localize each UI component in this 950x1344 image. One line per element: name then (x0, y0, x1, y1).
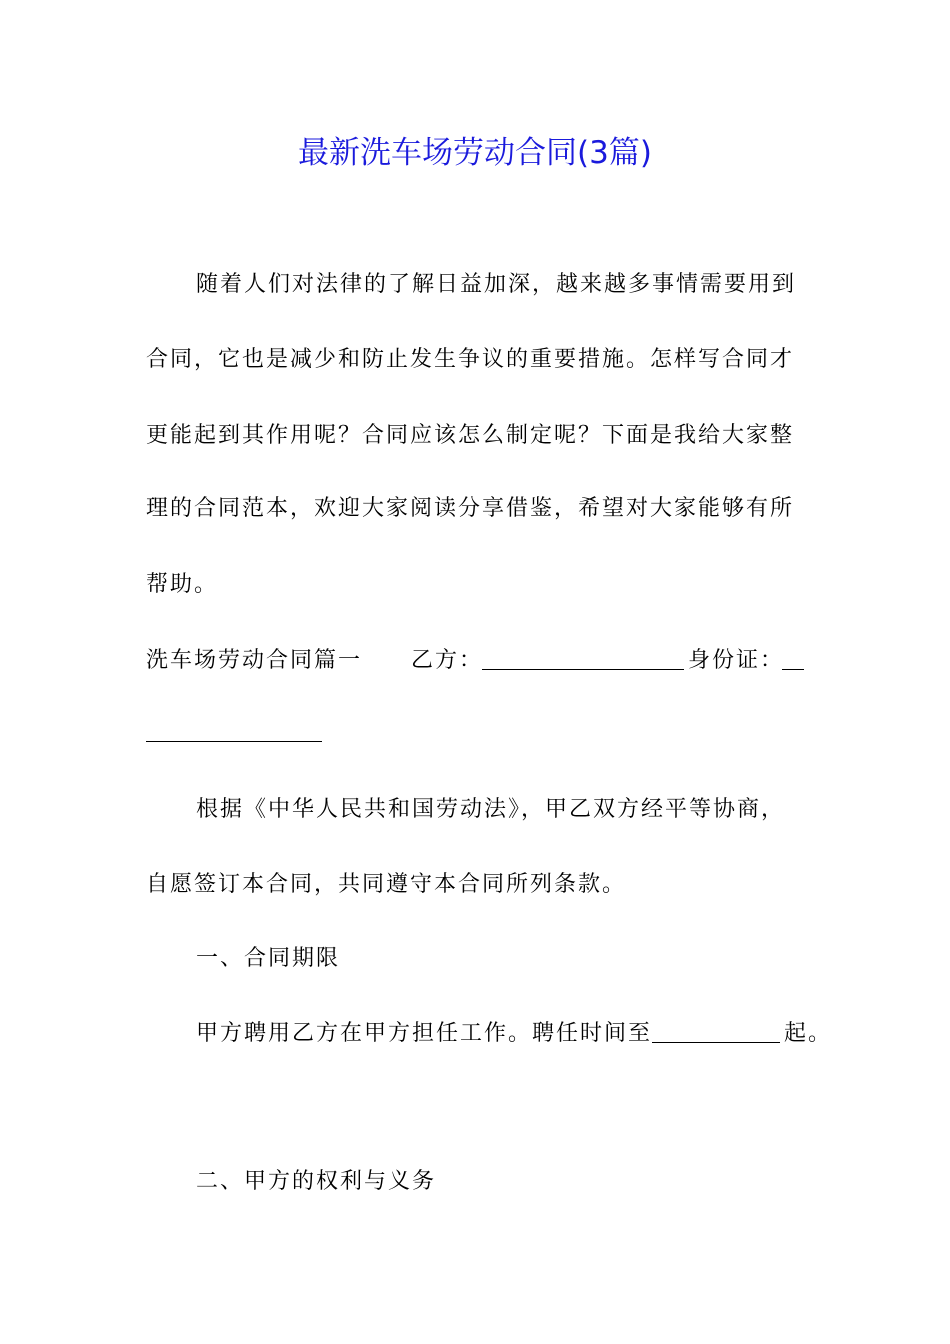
id-blank-continued[interactable] (146, 741, 322, 742)
term-text-before: 甲方聘用乙方在甲方担任工作。聘任时间至 (196, 1021, 653, 1046)
para1-line-2: 自愿签订本合同，共同遵守本合同所列条款。 (146, 872, 627, 897)
intro-line-5: 帮助。 (146, 572, 219, 597)
party-b-label: 乙方： (411, 648, 484, 673)
heading-party-a-rights: 二、甲方的权利与义务 (196, 1169, 437, 1194)
intro-line-2: 合同，它也是减少和防止发生争议的重要措施。怎样写合同才 (146, 347, 795, 372)
party-b-field (411, 646, 483, 676)
term-date-blank[interactable] (652, 1042, 780, 1043)
intro-line-4: 理的合同范本，欢迎大家阅读分享借鉴，希望对大家能够有所 (146, 496, 795, 521)
intro-line-1: 随着人们对法律的了解日益加深，越来越多事情需要用到 (196, 272, 797, 297)
id-field (688, 646, 784, 676)
id-blank-start[interactable] (782, 669, 804, 670)
id-label: 身份证： (688, 648, 785, 673)
term-text-after: 起。 (784, 1021, 833, 1046)
para1-line-1: 根据《中华人民共和国劳动法》，甲乙双方经平等协商， (196, 797, 786, 822)
document-title: 最新洗车场劳动合同(3篇) (298, 135, 652, 171)
section-title-line (146, 646, 362, 676)
intro-line-3: 更能起到其作用呢？合同应该怎么制定呢？下面是我给大家整 (146, 423, 795, 448)
section-title: 洗车场劳动合同篇一 (146, 648, 363, 673)
heading-contract-term: 一、合同期限 (196, 946, 341, 971)
party-b-blank[interactable] (482, 669, 684, 670)
